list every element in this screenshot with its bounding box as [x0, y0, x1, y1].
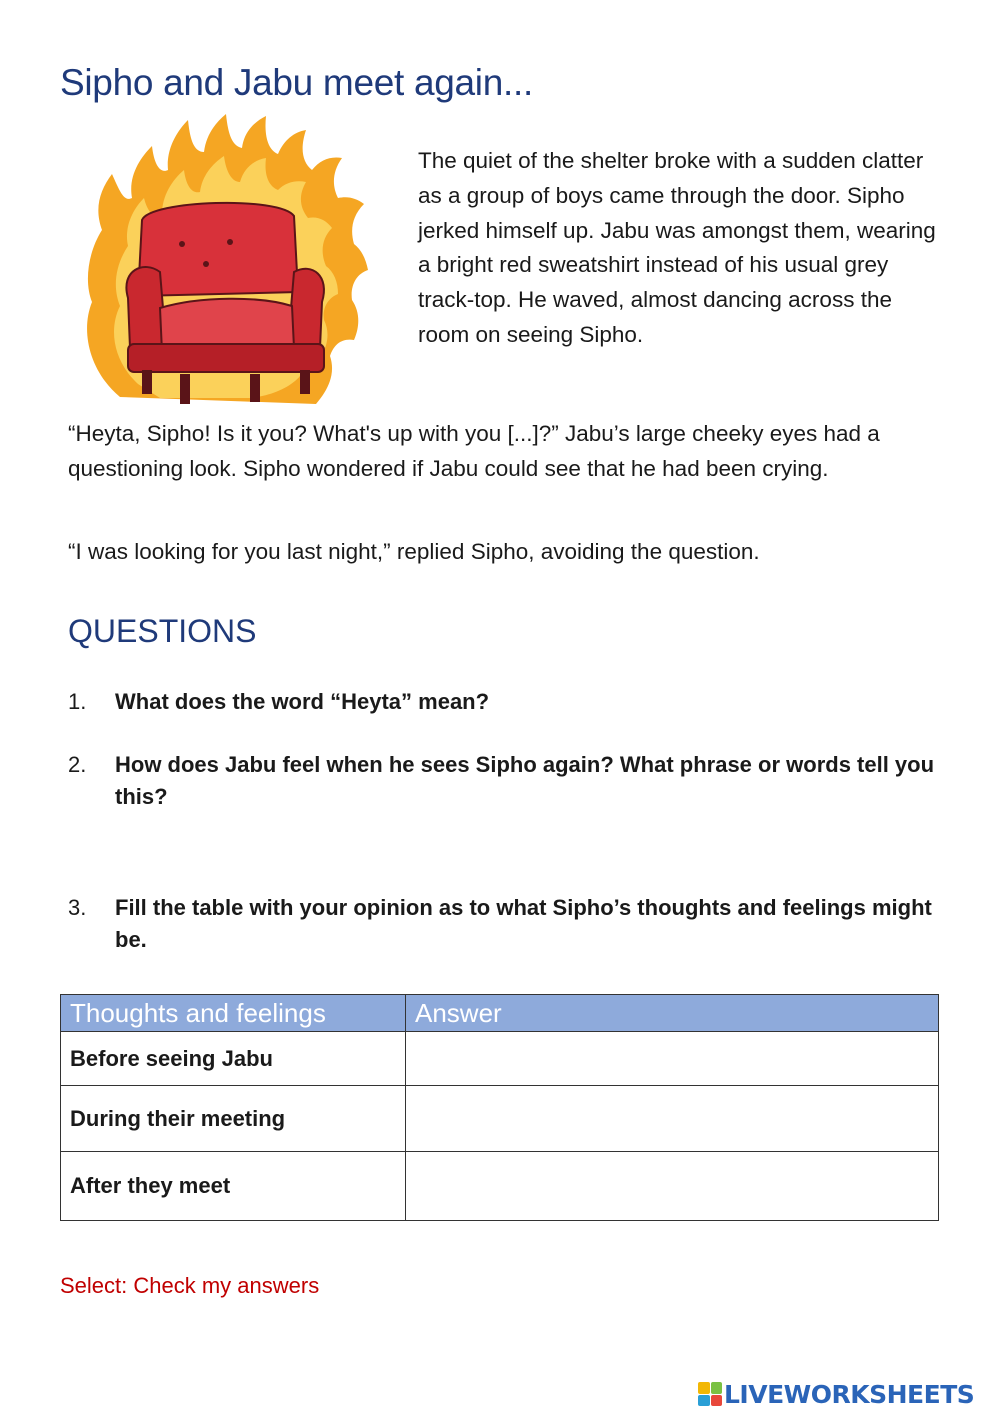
question-text: What does the word “Heyta” mean? — [115, 689, 490, 714]
story-paragraph-2: “Heyta, Sipho! Is it you? What's up with you [...]?” Jabu’s large cheeky eyes had a questioning look. Sipho wondered if Jabu could see that he had been crying. — [68, 421, 880, 481]
flaming-armchair-illustration — [80, 112, 370, 412]
story-paragraph-3: “I was looking for you last night,” replied Sipho, avoiding the question. — [68, 539, 760, 564]
brand-name: LIVEWORKSHEETS — [724, 1379, 975, 1409]
page-title: Sipho and Jabu meet again... — [60, 62, 533, 103]
answer-input-before[interactable] — [406, 1032, 939, 1086]
table-row — [61, 1032, 939, 1086]
table-header-answer: Answer — [406, 995, 939, 1032]
table-header-row — [61, 995, 939, 1032]
liveworksheets-icon — [698, 1382, 722, 1406]
row-label: After they meet — [61, 1152, 406, 1221]
intro-paragraph: The quiet of the shelter broke with a sudden clatter as a group of boys came through the door. Sipho jerked himself up. Jabu was amongst them, wearing a bright red sweatshirt instead of his usual grey track-top. He waved, almost dancing across the room on seeing Sipho. — [418, 148, 936, 347]
question-text: Fill the table with your opinion as to what Sipho’s thoughts and feelings might be. — [115, 895, 932, 952]
answer-input-after[interactable] — [406, 1152, 939, 1221]
table-header-thoughts: Thoughts and feelings — [61, 995, 406, 1032]
question-number: 3. — [68, 895, 87, 920]
answer-input-during[interactable] — [406, 1086, 939, 1152]
table-row — [61, 1086, 939, 1152]
question-number: 2. — [68, 752, 87, 777]
thoughts-feelings-table — [60, 994, 939, 1221]
question-number: 1. — [68, 689, 87, 714]
table-row — [61, 1152, 939, 1221]
row-label: During their meeting — [61, 1086, 406, 1152]
row-label: Before seeing Jabu — [61, 1032, 406, 1086]
check-answers-link[interactable]: Select: Check my answers — [60, 1273, 320, 1298]
liveworksheets-logo — [698, 1378, 974, 1410]
questions-heading: QUESTIONS — [68, 613, 257, 649]
question-text: How does Jabu feel when he sees Sipho again? What phrase or words tell you this? — [115, 752, 935, 809]
